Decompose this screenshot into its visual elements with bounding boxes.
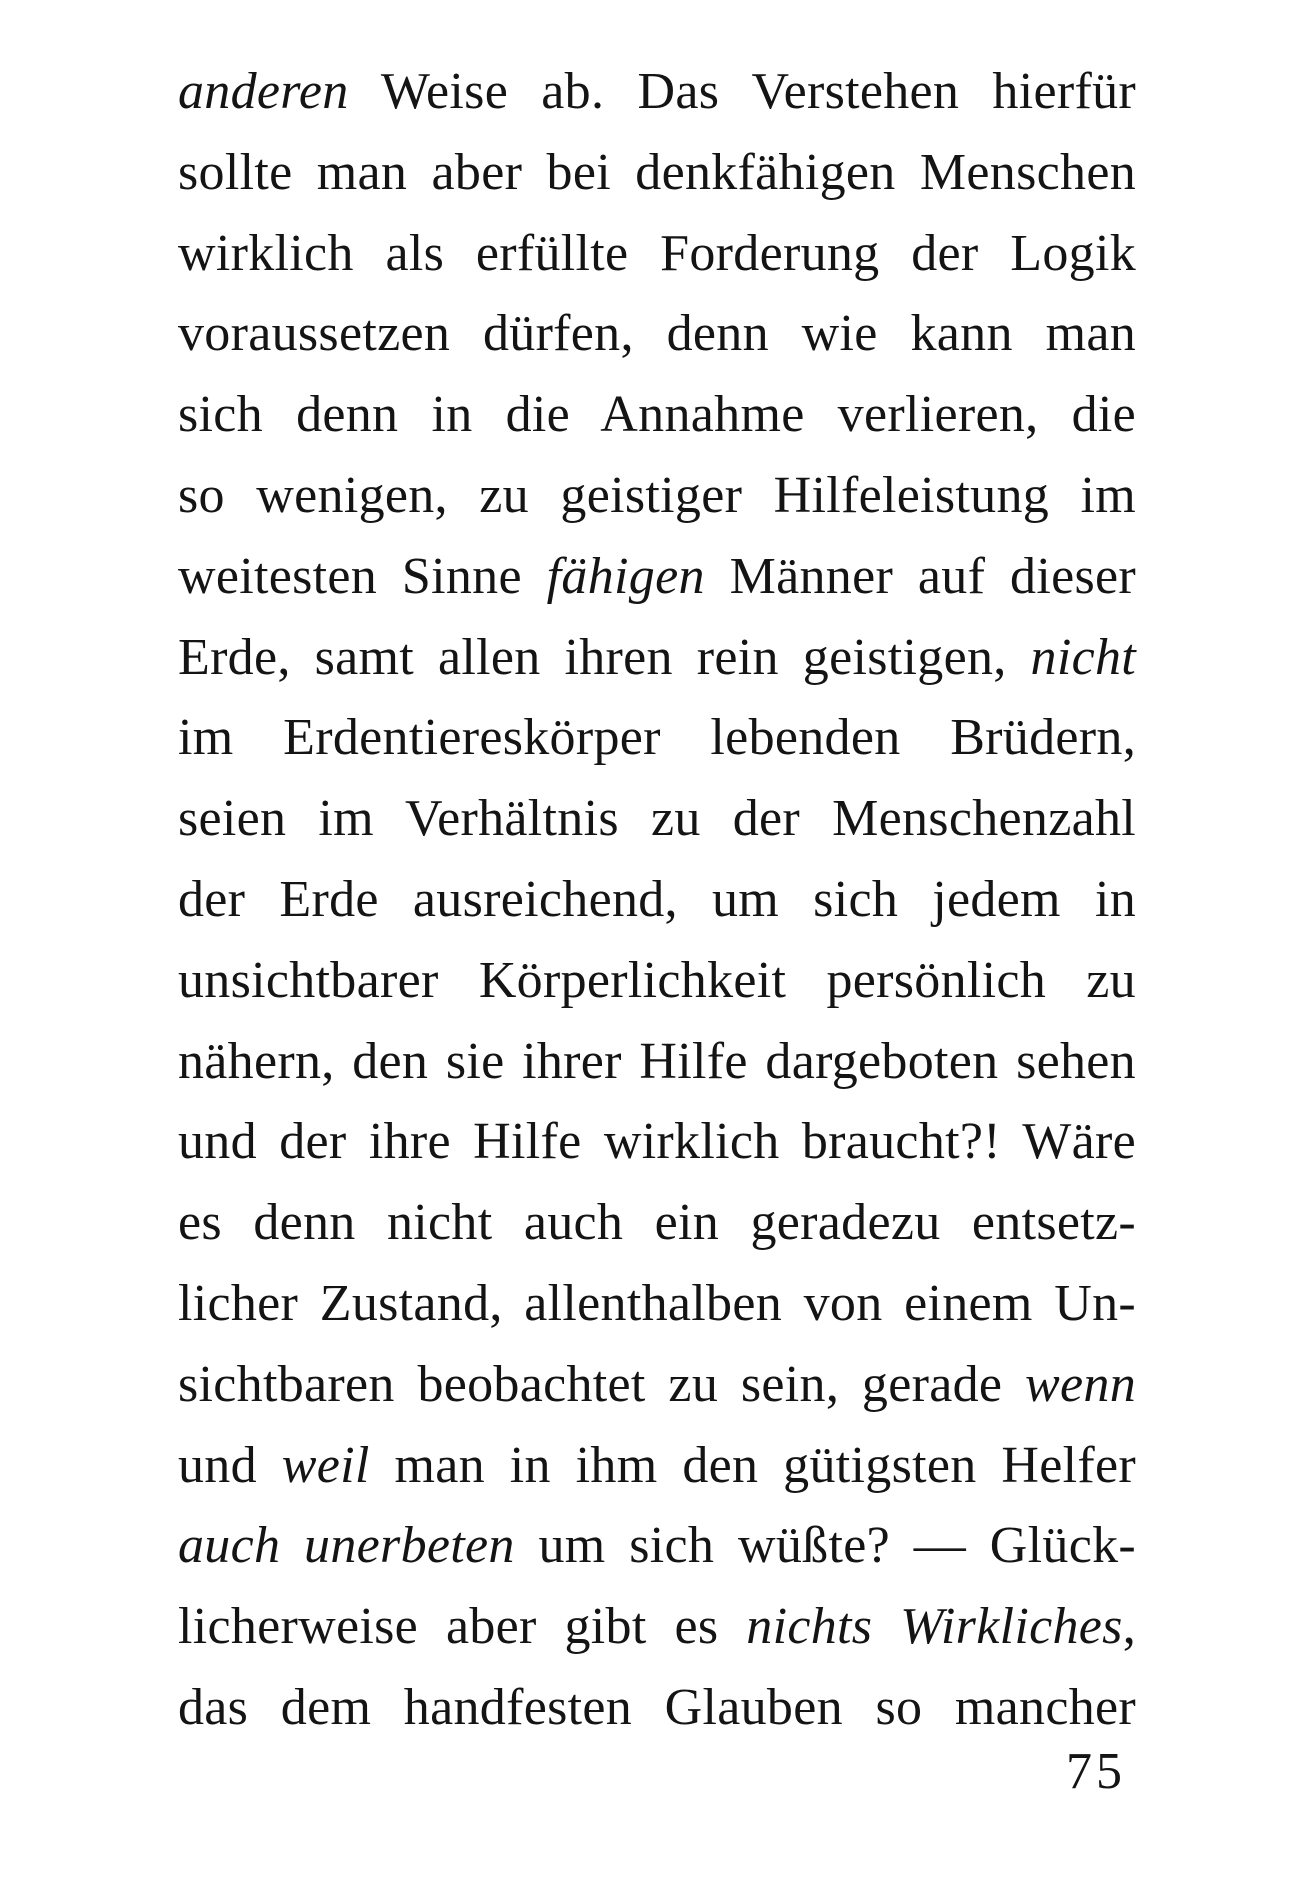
text-line bbox=[178, 133, 1136, 214]
emphasized-text: fähigen bbox=[546, 547, 705, 605]
line-text: sich denn in die Annahme verlieren, die bbox=[178, 386, 1136, 444]
emphasized-text: anderen bbox=[178, 63, 349, 120]
text-line bbox=[178, 779, 1136, 860]
line-text: der Erde ausreichend, um sich jedem in bbox=[178, 870, 1136, 928]
page-number: 75 bbox=[1066, 1743, 1126, 1800]
text-line bbox=[178, 1264, 1136, 1345]
line-text: , bbox=[1122, 1598, 1136, 1656]
line-text: es denn nicht auch ein geradezu entsetz- bbox=[178, 1194, 1136, 1252]
line-text: seien im Verhältnis zu der Menschenzahl bbox=[178, 790, 1136, 848]
line-text: man in ihm den gütigsten Helfer bbox=[369, 1436, 1136, 1494]
line-text: Erde, samt allen ihren rein geistigen, bbox=[178, 628, 1031, 686]
text-line bbox=[178, 618, 1136, 699]
text-line bbox=[178, 456, 1136, 537]
text-line bbox=[178, 294, 1136, 375]
line-text: und der ihre Hilfe wirklich braucht?! Wäre bbox=[178, 1113, 1136, 1171]
text-line bbox=[178, 214, 1136, 295]
text-line bbox=[178, 1345, 1136, 1426]
line-text: wirklich als erfüllte Forderung der Logik bbox=[178, 224, 1136, 282]
line-text: Männer auf dieser bbox=[704, 547, 1136, 605]
emphasized-text: nicht bbox=[1030, 628, 1136, 686]
emphasized-text: wenn bbox=[1025, 1355, 1136, 1413]
text-line bbox=[178, 1668, 1136, 1749]
text-line bbox=[178, 698, 1136, 779]
emphasized-text: weil bbox=[281, 1436, 370, 1494]
text-line bbox=[178, 375, 1136, 456]
line-text: sollte man aber bei denkfähigen Menschen bbox=[178, 143, 1136, 201]
text-line bbox=[178, 1102, 1136, 1183]
line-text: das dem handfesten Glauben so mancher bbox=[178, 1678, 1136, 1736]
text-line bbox=[178, 1183, 1136, 1264]
text-line bbox=[178, 52, 1136, 133]
text-line bbox=[178, 941, 1136, 1022]
emphasized-text: auch unerbeten bbox=[178, 1517, 515, 1575]
emphasized-text: nichts Wirkliches bbox=[746, 1598, 1123, 1656]
text-line bbox=[178, 537, 1136, 618]
line-text: licher Zustand, allenthalben von einem Un- bbox=[178, 1274, 1136, 1332]
line-text: sichtbaren beobachtet zu sein, gerade bbox=[178, 1355, 1026, 1413]
line-text: unsichtbarer Körperlichkeit persönlich zu bbox=[178, 951, 1136, 1009]
line-text: weitesten Sinne bbox=[178, 547, 547, 605]
text-line bbox=[178, 1426, 1136, 1507]
line-text: um sich wüßte? — Glück- bbox=[514, 1517, 1136, 1575]
text-line bbox=[178, 860, 1136, 941]
line-text: nähern, den sie ihrer Hilfe dargeboten sehen bbox=[178, 1032, 1136, 1090]
text-line bbox=[178, 1022, 1136, 1103]
line-text: so wenigen, zu geistiger Hilfeleistung im bbox=[178, 466, 1136, 524]
line-text: licherweise aber gibt es bbox=[178, 1598, 747, 1656]
body-text bbox=[178, 52, 1136, 1749]
line-text: Weise ab. Das Verstehen hierfür bbox=[348, 63, 1136, 120]
line-text: im Erdentiereskörper lebenden Brüdern, bbox=[178, 709, 1136, 767]
text-line bbox=[178, 1506, 1136, 1587]
line-text: und bbox=[178, 1436, 282, 1494]
text-line bbox=[178, 1587, 1136, 1668]
line-text: voraussetzen dürfen, denn wie kann man bbox=[178, 305, 1136, 363]
